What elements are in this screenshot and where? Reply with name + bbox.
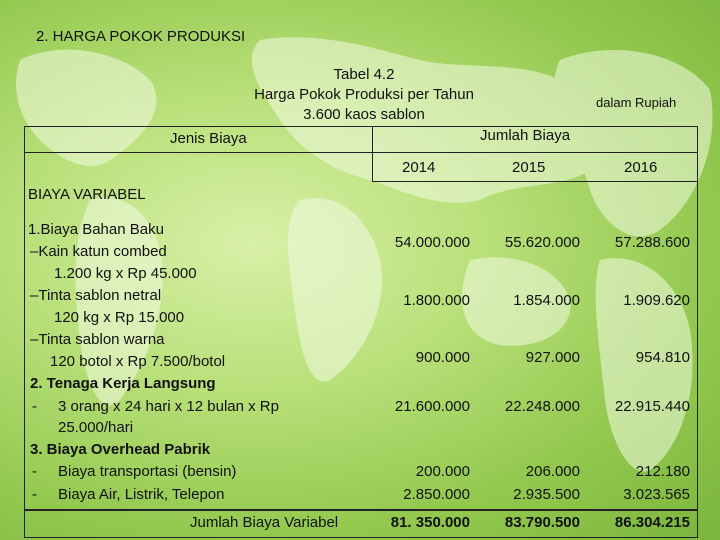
year-header-divider (372, 181, 698, 182)
item-cotton-calc: 1.200 kg x Rp 45.000 (54, 265, 197, 282)
bullet-dash: - (32, 398, 37, 415)
value-cell: 21.600.000 (394, 398, 470, 415)
item-transport: Biaya transportasi (bensin) (58, 463, 237, 480)
value-cell: 1.854.000 (513, 292, 580, 309)
bullet-dash: - (32, 463, 37, 480)
item-overhead: 3. Biaya Overhead Pabrik (30, 441, 211, 458)
value-cell: 22.248.000 (504, 398, 580, 415)
item-neutral-ink-calc: 120 kg x Rp 15.000 (54, 309, 185, 326)
value-cell: 206.000 (525, 463, 580, 480)
value-cell: 954.810 (635, 349, 690, 366)
total-value-2014: 81. 350.000 (390, 514, 470, 531)
total-value-2015: 83.790.500 (504, 514, 580, 531)
value-cell: 212.180 (635, 463, 690, 480)
header-total-cost: Jumlah Biaya (480, 127, 571, 144)
currency-unit-note: dalam Rupiah (596, 95, 677, 110)
table-caption-title: Harga Pokok Produksi per Tahun (254, 86, 474, 103)
bullet-dash: - (32, 486, 37, 503)
item-labor-rate: 25.000/hari (58, 419, 134, 436)
item-cotton-fabric: –Kain katun combed (30, 243, 167, 260)
value-cell: 55.620.000 (504, 234, 580, 251)
table-column-divider (372, 126, 373, 182)
value-cell: 3.023.565 (623, 486, 690, 503)
header-year-2014: 2014 (402, 159, 436, 176)
value-cell: 2.850.000 (403, 486, 470, 503)
header-year-2016: 2016 (624, 159, 658, 176)
total-label: Jumlah Biaya Variabel (190, 514, 339, 531)
value-cell: 1.909.620 (623, 292, 690, 309)
value-cell: 22.915.440 (614, 398, 690, 415)
table-header-divider (24, 152, 698, 153)
item-labor-calc: 3 orang x 24 hari x 12 bulan x Rp (58, 398, 279, 415)
item-raw-materials: 1.Biaya Bahan Baku (28, 221, 164, 238)
item-color-ink-calc: 120 botol x Rp 7.500/botol (50, 353, 226, 370)
value-cell: 1.800.000 (403, 292, 470, 309)
item-neutral-ink: –Tinta sablon netral (30, 287, 162, 304)
table-caption-number: Tabel 4.2 (333, 66, 395, 83)
item-direct-labor: 2. Tenaga Kerja Langsung (30, 375, 216, 392)
header-year-2015: 2015 (512, 159, 546, 176)
header-cost-type: Jenis Biaya (170, 130, 247, 147)
total-value-2016: 86.304.215 (614, 514, 690, 531)
value-cell: 900.000 (415, 349, 470, 366)
total-row-divider (24, 509, 698, 511)
value-cell: 54.000.000 (394, 234, 470, 251)
section-title: 2. HARGA POKOK PRODUKSI (36, 28, 246, 45)
item-color-ink: –Tinta sablon warna (30, 331, 165, 348)
value-cell: 927.000 (525, 349, 580, 366)
value-cell: 57.288.600 (614, 234, 690, 251)
item-utilities: Biaya Air, Listrik, Telepon (58, 486, 225, 503)
value-cell: 200.000 (415, 463, 470, 480)
category-label: BIAYA VARIABEL (28, 186, 146, 203)
value-cell: 2.935.500 (513, 486, 580, 503)
table-caption-subtitle: 3.600 kaos sablon (303, 106, 425, 123)
